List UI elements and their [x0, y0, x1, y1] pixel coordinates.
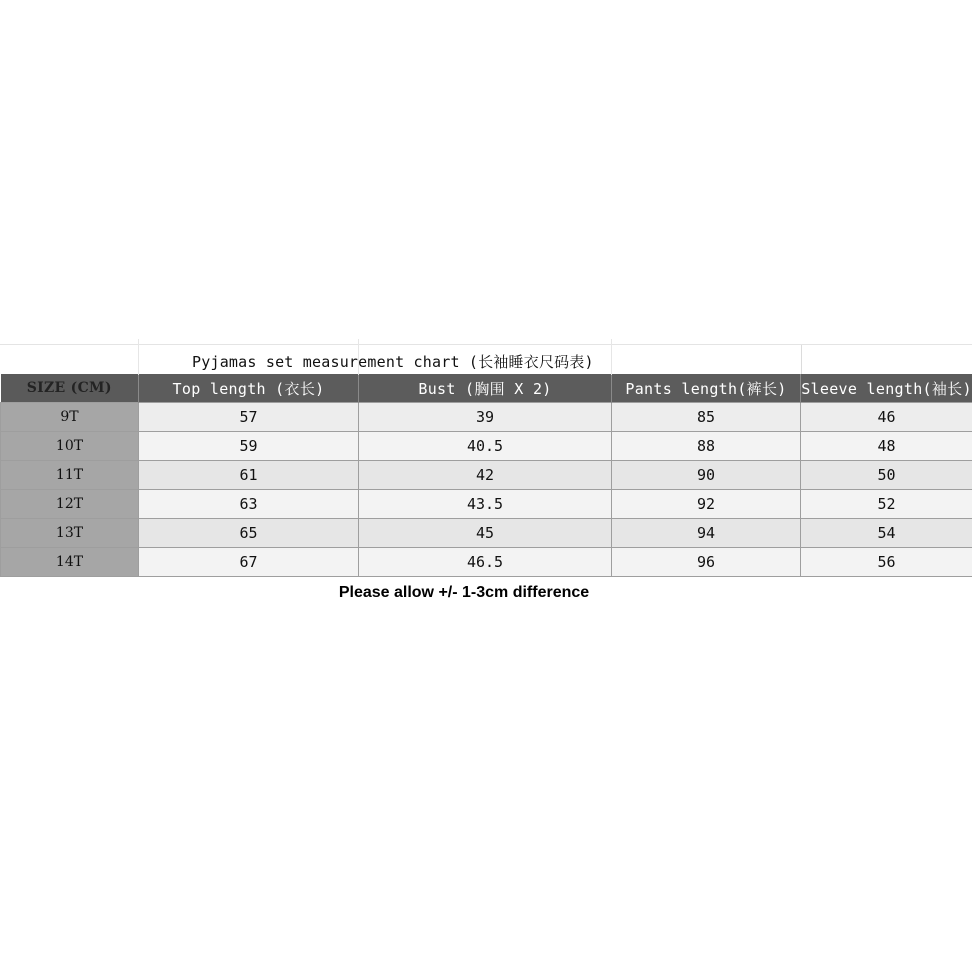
measurement-table: [0, 374, 972, 577]
title-empty-cell: [801, 345, 972, 374]
bust-cell: 43.5: [359, 490, 612, 519]
bust-cell: 46.5: [359, 548, 612, 577]
grid-line: [138, 339, 139, 375]
top-length-cell: 59: [139, 432, 359, 461]
top-length-cell: 65: [139, 519, 359, 548]
pants-length-cell: 88: [612, 432, 801, 461]
tolerance-note: Please allow +/- 1-3cm difference: [338, 584, 590, 601]
sleeve-length-cell: 56: [801, 548, 972, 577]
top-length-cell: 61: [139, 461, 359, 490]
bust-cell: 42: [359, 461, 612, 490]
size-cell: 14T: [1, 548, 139, 577]
sleeve-length-cell: 48: [801, 432, 972, 461]
pants-length-cell: 92: [612, 490, 801, 519]
header-bust: Bust (胸围 X 2): [359, 374, 612, 403]
size-cell: 12T: [1, 490, 139, 519]
size-cell: 11T: [1, 461, 139, 490]
header-size: SIZE (CM): [1, 374, 139, 403]
header-sleeve-length: Sleeve length(袖长): [801, 374, 972, 403]
table-row: [1, 490, 972, 519]
pants-length-cell: 96: [612, 548, 801, 577]
grid-line: [611, 339, 612, 375]
table-row: [1, 403, 972, 432]
size-cell: 13T: [1, 519, 139, 548]
header-top-length: Top length (衣长): [139, 374, 359, 403]
sleeve-length-cell: 46: [801, 403, 972, 432]
pants-length-cell: 94: [612, 519, 801, 548]
chart-title: Pyjamas set measurement chart (长袖睡衣尺码表): [192, 353, 594, 371]
sleeve-length-cell: 52: [801, 490, 972, 519]
table-row: [1, 461, 972, 490]
top-length-cell: 63: [139, 490, 359, 519]
bust-cell: 40.5: [359, 432, 612, 461]
table-row: [1, 432, 972, 461]
table-row: [1, 519, 972, 548]
bust-cell: 39: [359, 403, 612, 432]
sleeve-length-cell: 54: [801, 519, 972, 548]
chart-title-row: [0, 344, 972, 374]
table-row: [1, 548, 972, 577]
size-chart: [0, 344, 972, 577]
sleeve-length-cell: 50: [801, 461, 972, 490]
header-row: [1, 374, 972, 403]
bust-cell: 45: [359, 519, 612, 548]
size-cell: 10T: [1, 432, 139, 461]
top-length-cell: 57: [139, 403, 359, 432]
pants-length-cell: 85: [612, 403, 801, 432]
size-cell: 9T: [1, 403, 139, 432]
top-length-cell: 67: [139, 548, 359, 577]
header-pants-length: Pants length(裤长): [612, 374, 801, 403]
pants-length-cell: 90: [612, 461, 801, 490]
